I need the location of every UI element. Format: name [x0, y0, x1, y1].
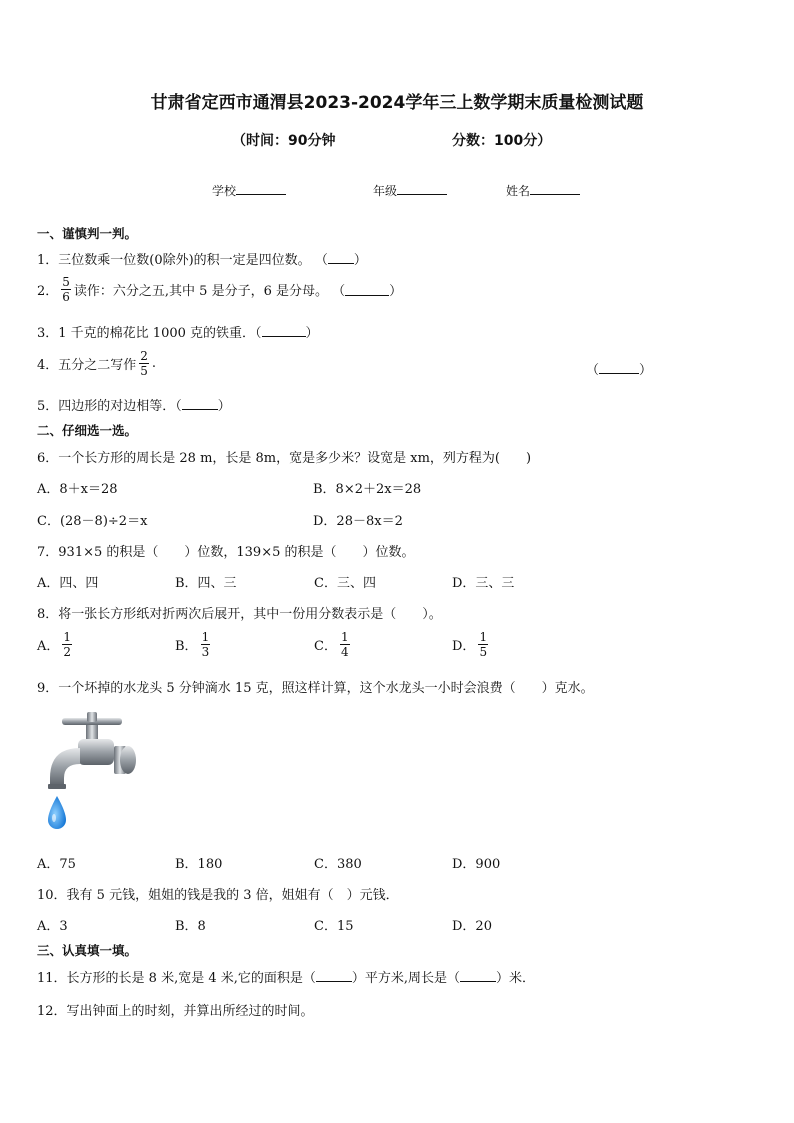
q4-open: （: [586, 363, 600, 378]
q8-option-d: [452, 630, 491, 659]
name-field: [506, 182, 580, 199]
q10-option-d: D．20: [452, 919, 492, 934]
q1-close: ）: [353, 253, 367, 268]
q8-c-label: C．: [314, 639, 337, 654]
name-blank: [530, 182, 580, 195]
q4-dot: .: [151, 356, 157, 371]
question-1: [37, 249, 367, 268]
school-label: 学校: [212, 184, 237, 198]
q8-b-fraction: [201, 630, 211, 659]
q8-b-den: 3: [201, 645, 210, 659]
section1-title: 一、谨慎判一判。: [37, 226, 138, 241]
q8-option-a: [37, 630, 75, 659]
q6-option-d: D．28－8x＝2: [313, 514, 403, 529]
q7-option-c: C．三、四: [314, 576, 376, 591]
q11-part-b: ）平方米,周长是（: [351, 971, 461, 986]
q5-blank: [182, 397, 218, 410]
grade-blank: [397, 182, 447, 195]
q4-answer: [586, 359, 652, 378]
question-3: [37, 322, 319, 341]
q6-option-b: B．8×2＋2x＝28: [313, 482, 422, 497]
q2-close: ）: [389, 284, 403, 299]
question-12: 12．写出钟面上的时刻，并算出所经过的时间。: [37, 1004, 314, 1019]
q1-text: 1．三位数乘一位数(0除外)的积一定是四位数。 （: [37, 253, 328, 268]
question-5: [37, 395, 231, 414]
q4-numerator: 2: [140, 349, 148, 363]
question-10: 10．我有 5 元钱，姐姐的钱是我的 3 倍，姐姐有（ ）元钱．: [37, 888, 399, 903]
q11-part-c: ）米．: [496, 971, 536, 986]
q4-close: ）: [639, 363, 653, 378]
q2-denominator: 6: [62, 290, 70, 304]
question-11: [37, 967, 535, 986]
q8-c-den: 4: [340, 645, 349, 659]
q8-d-num: 1: [479, 630, 488, 644]
q4-blank: [599, 361, 639, 374]
q8-a-den: 2: [63, 645, 72, 659]
section2-title: 二、仔细选一选。: [37, 423, 138, 438]
q8-a-fraction: [62, 630, 72, 659]
question-7: 7．931×5 的积是（ ）位数，139×5 的积是（ ）位数。: [37, 545, 415, 560]
q9-option-a: A．75: [37, 857, 76, 872]
q10-option-c: C．15: [314, 919, 354, 934]
q4-denominator: 5: [140, 364, 148, 378]
q8-d-den: 5: [479, 645, 488, 659]
q8-d-label: D．: [452, 639, 476, 654]
q4-text: 4．五分之二写作: [37, 358, 137, 373]
question-9: 9．一个坏掉的水龙头 5 分钟滴水 15 克，照这样计算，这个水龙头一小时会浪费（ ）克水。: [37, 681, 594, 696]
q9-option-c: C．380: [314, 857, 362, 872]
exam-score: 分数：100分）: [452, 133, 552, 149]
q8-c-num: 1: [340, 630, 349, 644]
q8-a-label: A．: [37, 639, 60, 654]
q8-option-c: [314, 630, 353, 659]
q7-option-d: D．三、三: [452, 576, 515, 591]
q10-option-a: A．3: [37, 919, 68, 934]
question-6: 6．一个长方形的周长是 28 m，长是 8m，宽是多少米？设宽是 xm，列方程为( ): [37, 451, 532, 466]
q8-c-fraction: [340, 630, 350, 659]
section3-title: 三、认真填一填。: [37, 943, 138, 958]
q2-blank: [345, 283, 389, 296]
q8-option-b: [175, 630, 213, 659]
q11-blank-perimeter: [460, 969, 496, 982]
q3-text: 3．1 千克的棉花比 1000 克的铁重．（: [37, 326, 262, 341]
grade-label: 年级: [373, 184, 398, 198]
q7-option-b: B．四、三: [175, 576, 237, 591]
q11-part-a: 11．长方形的长是 8 米,宽是 4 米,它的面积是（: [37, 971, 316, 986]
q7-option-a: A．四、四: [37, 576, 99, 591]
question-4: [37, 349, 156, 378]
question-8: 8．将一张长方形纸对折两次后展开，其中一份用分数表示是（ ）。: [37, 607, 442, 622]
school-field: [212, 182, 286, 199]
q11-blank-area: [316, 969, 352, 982]
q9-option-b: B．180: [175, 857, 223, 872]
q6-option-a: A．8＋x＝28: [37, 482, 118, 497]
q2-numerator: 5: [62, 275, 70, 289]
question-2: [37, 275, 402, 304]
q2-text: 读作：六分之五,其中 5 是分子，6 是分母。 （: [73, 284, 346, 299]
q8-b-num: 1: [201, 630, 210, 644]
q8-d-fraction: [478, 630, 488, 659]
faucet-image: [44, 708, 140, 838]
q5-text: 5．四边形的对边相等．（: [37, 399, 182, 414]
q6-option-c: C．(28－8)÷2＝x: [37, 514, 148, 529]
q5-close: ）: [217, 399, 231, 414]
name-label: 姓名: [506, 184, 531, 198]
q9-option-d: D．900: [452, 857, 501, 872]
q1-blank: [328, 251, 354, 264]
q8-a-num: 1: [63, 630, 72, 644]
exam-time: （时间：90分钟: [232, 133, 336, 149]
q3-close: ）: [305, 326, 319, 341]
q8-b-label: B．: [175, 639, 198, 654]
q10-option-b: B．8: [175, 919, 206, 934]
q2-fraction: [61, 275, 71, 304]
school-blank: [236, 182, 286, 195]
grade-field: [373, 182, 447, 199]
q4-fraction: [139, 349, 149, 378]
page-title: 甘肃省定西市通渭县2023-2024学年三上数学期末质量检测试题: [150, 93, 644, 113]
q3-blank: [262, 324, 306, 337]
q2-prefix: 2．: [37, 284, 59, 299]
